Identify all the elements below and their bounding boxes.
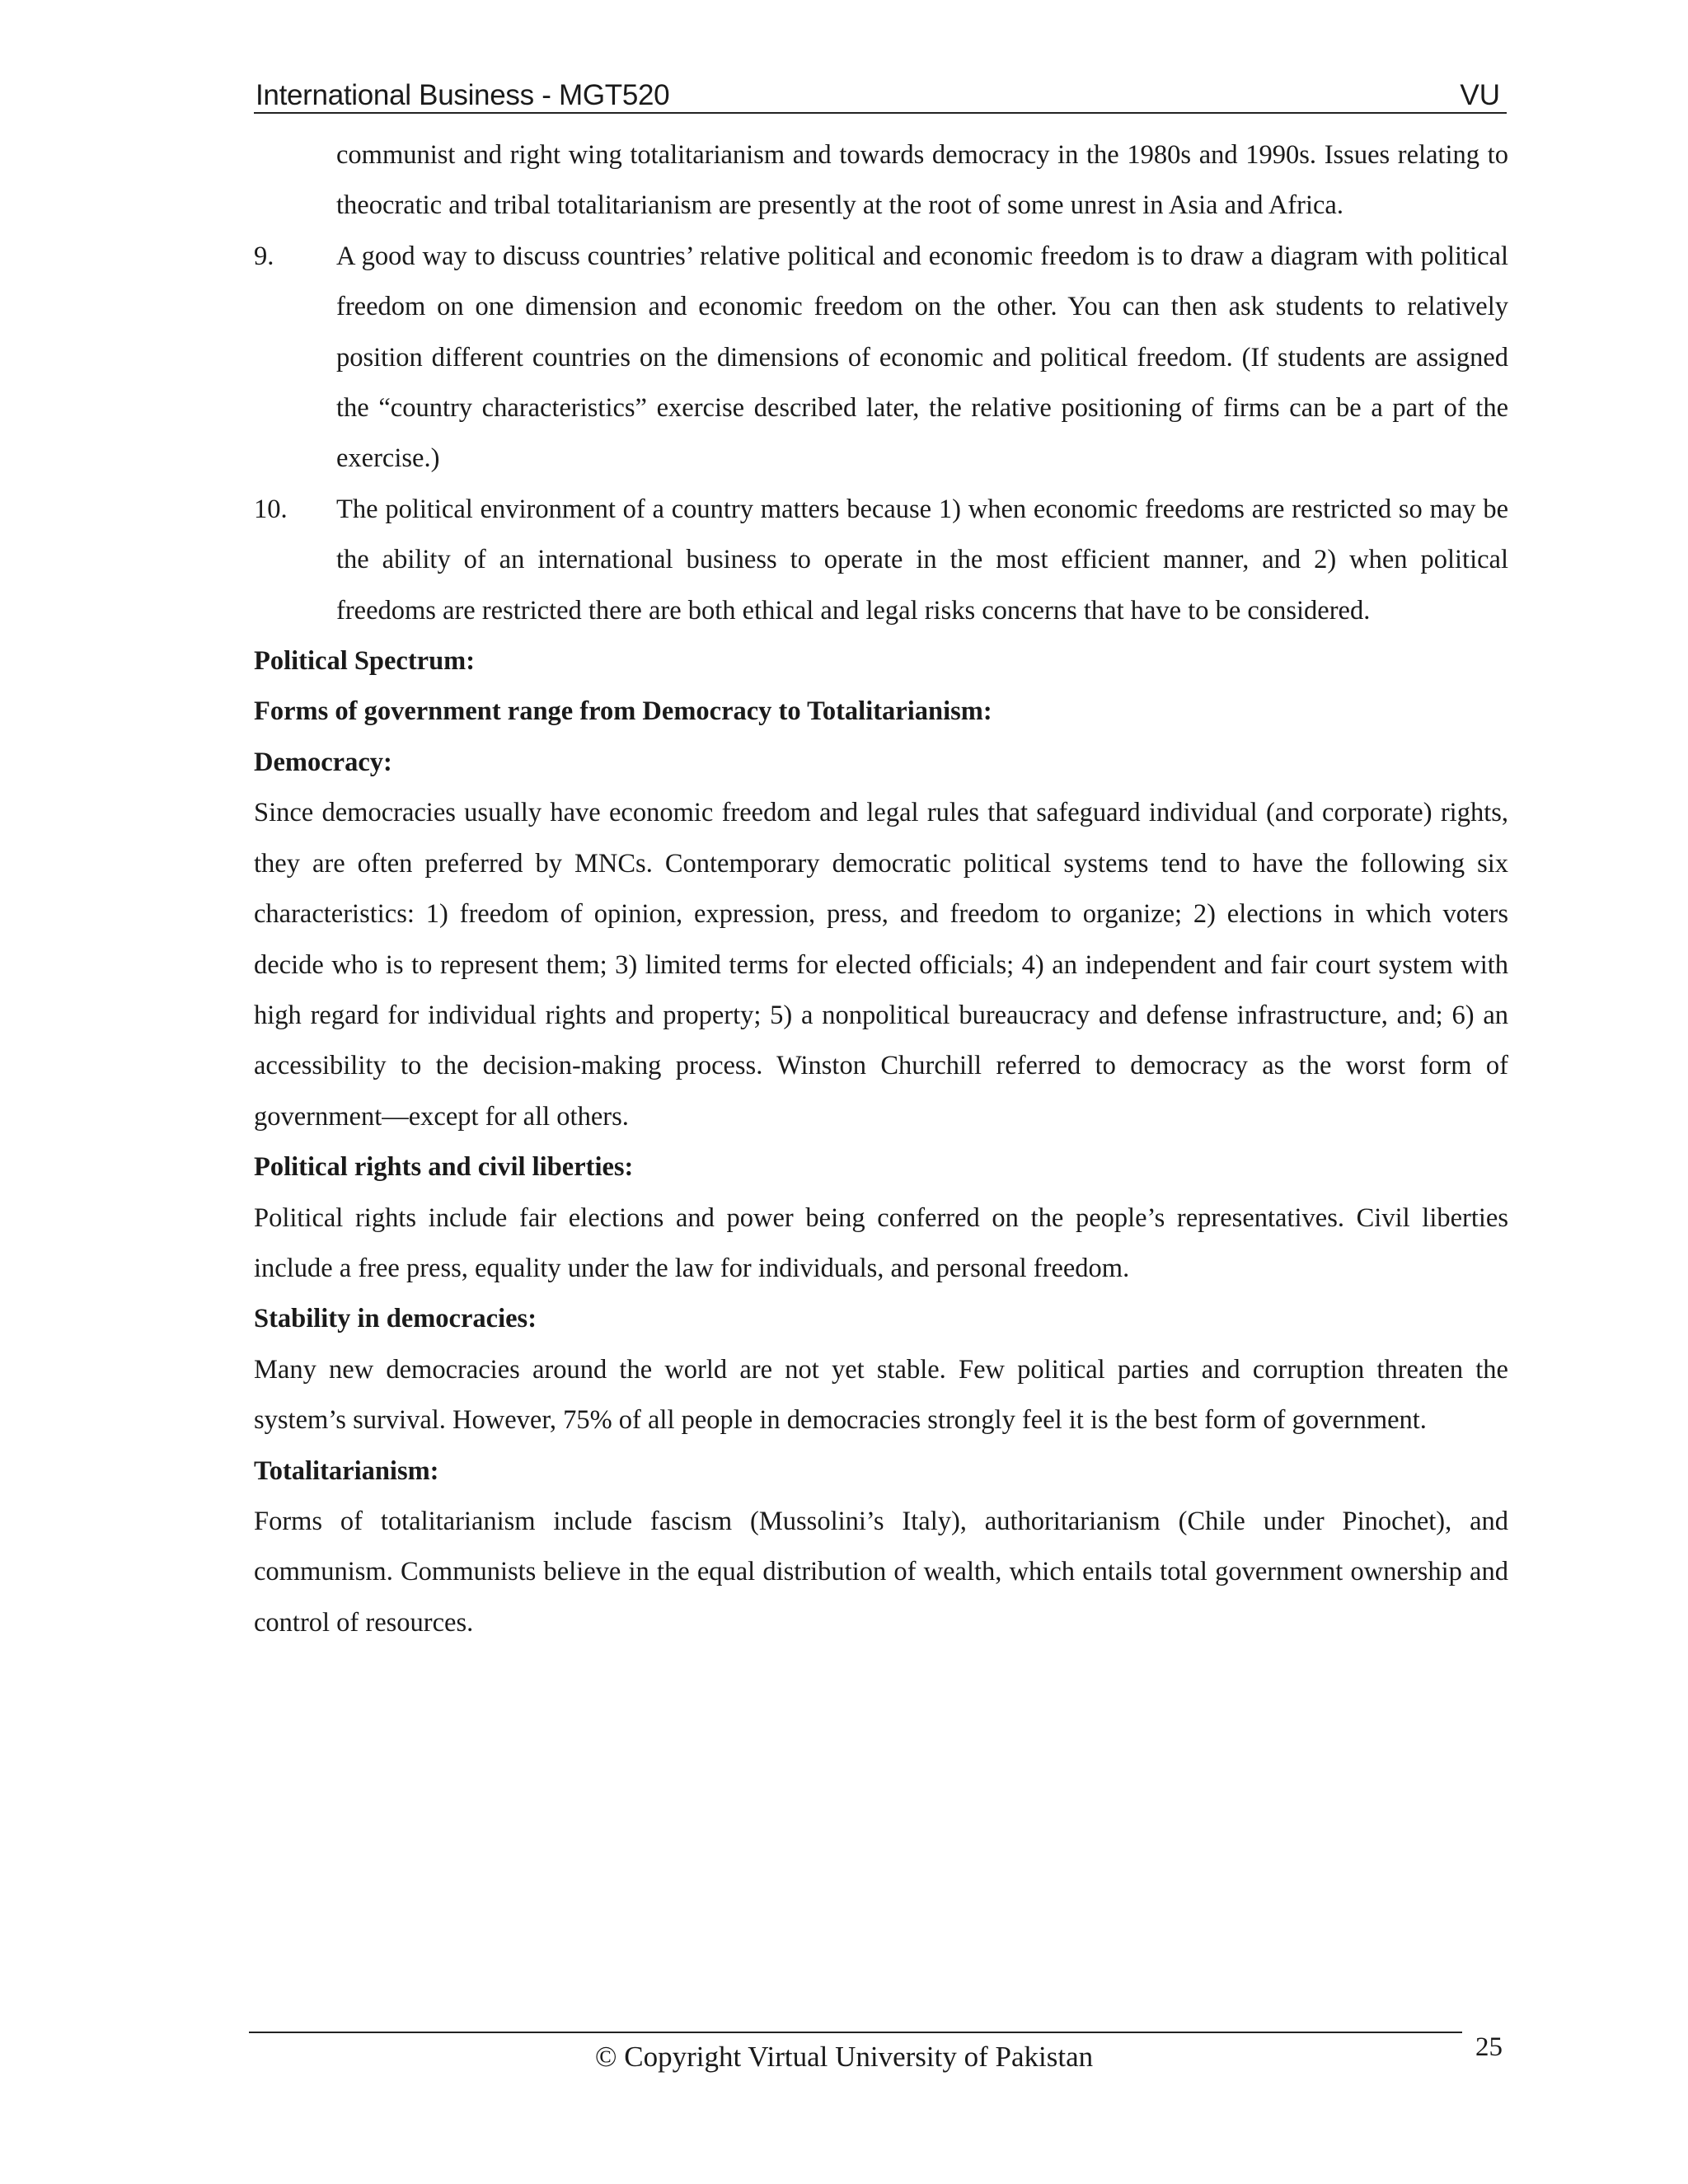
list-item-number: 9. [254, 241, 274, 271]
paragraph-political-rights: Political rights include fair elections and power being conferred on the people’s representatives. Civil liberties include a free press, equality under the law for individuals, and personal freedom. [254, 1202, 1508, 1283]
footer-divider [249, 2032, 1462, 2033]
heading-forms-of-government: Forms of government range from Democracy to Totalitarianism: [254, 696, 992, 727]
list-item-text: The political environment of a country matters because 1) when economic freedoms are restricted so may be the ability of an international business to operate in the most efficient manner, and 2) when political freedoms are restricted there are both ethical and legal risks concerns that have to be considered. [336, 494, 1508, 626]
page-body [254, 130, 1508, 1648]
paragraph-stability: Many new democracies around the world are not yet stable. Few political parties and corruption threaten the system’s survival. However, 75% of all people in democracies strongly feel it is the best form of government. [254, 1354, 1508, 1436]
heading-political-rights: Political rights and civil liberties: [254, 1152, 634, 1183]
continuation-text: communist and right wing totalitarianism and towards democracy in the 1980s and 1990s. Issues relating to theocratic and tribal totalitarianism are presently at the root of some unrest in Asia and Africa. [336, 140, 1508, 221]
list-item [254, 232, 1508, 485]
institution-abbreviation: VU [1460, 79, 1500, 111]
heading-totalitarianism: Totalitarianism: [254, 1455, 439, 1486]
heading-stability: Stability in democracies: [254, 1304, 537, 1334]
heading-political-spectrum: Political Spectrum: [254, 646, 476, 677]
page-number: 25 [1475, 2032, 1503, 2062]
list-item-text: A good way to discuss countries’ relative political and economic freedom is to draw a diagram with political freedom on one dimension and economic freedom on the other. You can then ask students to relatively position different countries on the dimensions of economic and political freedom. (If students are assigned the “country characteristics” exercise described later, the relative positioning of firms can be a part of the exercise.) [336, 241, 1508, 474]
footer-copyright: © Copyright Virtual University of Pakistan [594, 2041, 1094, 2073]
paragraph-democracy: Since democracies usually have economic freedom and legal rules that safeguard individual (and corporate) rights, they are often preferred by MNCs. Contemporary democratic political systems tend to have the following six characteristics: 1) freedom of opinion, expression, press, and freedom to organize; 2) elections in which voters decide who is to represent them; 3) limited terms for elected officials; 4) an independent and fair court system with high regard for individual rights and property; 5) a nonpolitical bureaucracy and defense infrastructure, and; 6) an accessibility to the decision-making process. Winston Churchill referred to democracy as the worst form of government—except for all others. [254, 798, 1508, 1132]
heading-democracy: Democracy: [254, 747, 392, 777]
list-item-continuation [254, 130, 1508, 232]
list-item [254, 485, 1508, 636]
course-title: International Business - MGT520 [256, 79, 670, 111]
list-item-number: 10. [254, 494, 288, 524]
page-header [254, 76, 1507, 114]
paragraph-totalitarianism: Forms of totalitarianism include fascism (Mussolini’s Italy), authoritarianism (Chile under Pinochet), and communism. Communists believe in the equal distribution of wealth, which entails total government ownership and control of resources. [254, 1506, 1508, 1638]
